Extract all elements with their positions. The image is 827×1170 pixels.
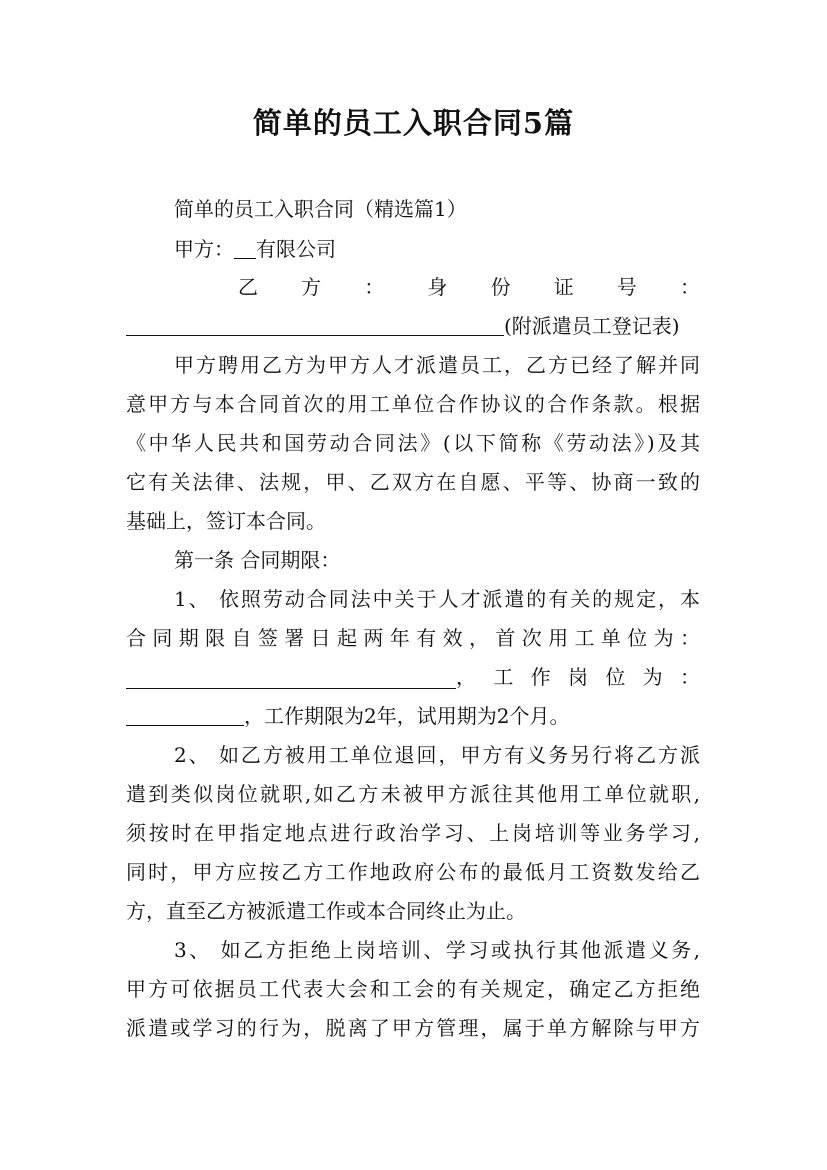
registration-note: (附派遣员工登记表) [504, 314, 680, 338]
party-a-blank [234, 236, 256, 259]
paragraph-line: 2、 如乙方被用工单位退回，甲方有义务另行将乙方派 [174, 743, 700, 767]
job-position-blank [126, 703, 244, 726]
paragraph-line: 3、 如乙方拒绝上岗培训、学习或执行其他派遣义务, [174, 938, 700, 962]
party-b-line: 乙方：身份证号： [238, 275, 700, 299]
employer-blank [126, 666, 456, 689]
registration-line [126, 307, 700, 345]
paragraph-line: 意甲方与本合同首次的用工单位合作协议的合作条款。根据 [126, 392, 700, 416]
section-heading: 简单的员工入职合同（精选篇1） [174, 197, 467, 221]
paragraph-line: 派遣或学习的行为，脱离了甲方管理，属于单方解除与甲方 [126, 1016, 700, 1040]
paragraph-line: 遣到类似岗位就职,如乙方未被甲方派往其他用工单位就职, [126, 782, 700, 806]
term-line [126, 697, 700, 735]
paragraph-line: 1、 依照劳动合同法中关于人才派遣的有关的规定，本 [174, 587, 700, 611]
document-title: 简单的员工入职合同5篇 [252, 106, 575, 140]
party-a-line [174, 230, 700, 268]
employer-line [126, 658, 700, 696]
paragraph-line: 甲方可依据员工代表大会和工会的有关规定，确定乙方拒绝 [126, 977, 700, 1001]
paragraph-line: 它有关法律、法规，甲、乙双方在自愿、平等、协商一致的 [126, 470, 700, 494]
job-position-label: ，工作岗位为： [456, 665, 700, 689]
paragraph-line: 方，直至乙方被派遣工作或本合同终止为止。 [126, 899, 526, 923]
paragraph-line: 甲方聘用乙方为甲方人才派遣员工，乙方已经了解并同 [174, 353, 700, 377]
article-one-heading: 第一条 合同期限： [174, 548, 341, 572]
paragraph-line: 《中华人民共和国劳动合同法》(以下简称《劳动法》)及其 [126, 431, 700, 455]
id-number-blank [126, 313, 504, 336]
paragraph-line: 同时，甲方应按乙方工作地政府公布的最低月工资数发给乙 [126, 860, 700, 884]
party-a-label: 甲方： [174, 237, 234, 261]
paragraph-line: 基础上，签订本合同。 [126, 509, 326, 533]
term-text: ，工作期限为2年，试用期为2个月。 [244, 704, 570, 728]
paragraph-line: 合同期限自签署日起两年有效，首次用工单位为： [126, 626, 700, 650]
paragraph-line: 须按时在甲指定地点进行政治学习、上岗培训等业务学习, [126, 821, 700, 845]
party-a-company: 有限公司 [256, 237, 336, 261]
